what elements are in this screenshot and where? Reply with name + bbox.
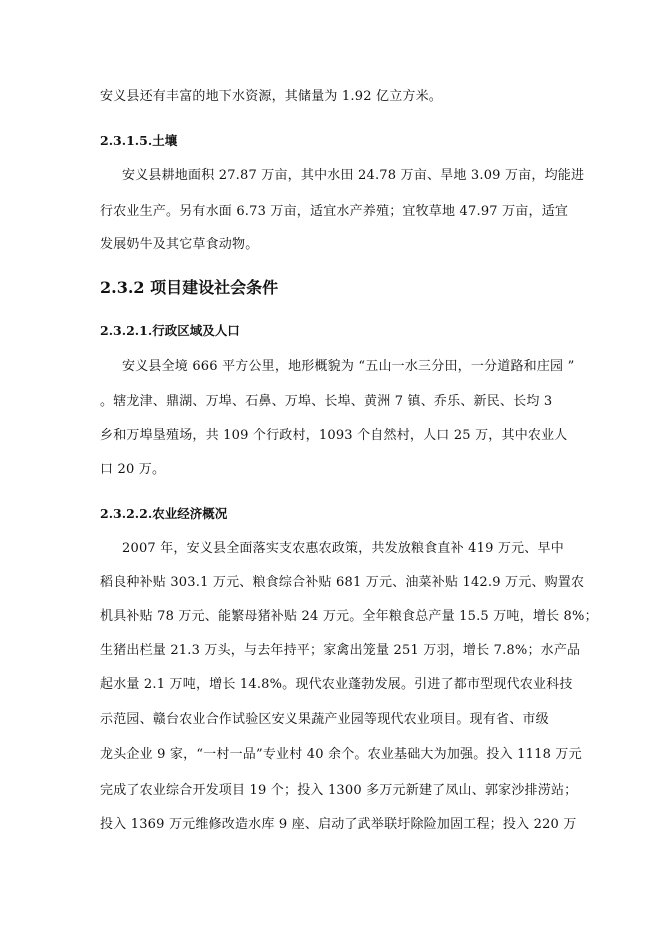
paragraph-soil-line-2: 行农业生产。另有水面 6.73 万亩，适宜水产养殖；宜牧草地 47.97 万亩，适宜 (100, 204, 569, 219)
paragraph-econ-line-2: 稻良种补贴 303.1 万元、粮食综合补贴 681 万元、油菜补贴 142.9 万元、购置农 (100, 575, 585, 590)
paragraph-econ-line-9: 投入 1369 万元维修改造水库 9 座、启动了武举联圩除险加固工程；投入 220 万 (100, 817, 577, 832)
paragraph-econ-line-6: 示范园、赣台农业合作试验区安义果蔬产业园等现代农业项目。现有省、市级 (100, 712, 549, 727)
paragraph-econ-line-7: 龙头企业 9 家，“一村一品”专业村 40 余个。农业基础大为加强。投入 1118 万元 (100, 747, 582, 762)
paragraph-soil-line-1: 安义县耕地面积 27.87 万亩，其中水田 24.78 万亩、旱地 3.09 万亩，均能进 (122, 168, 585, 183)
paragraph-econ-line-3: 机具补贴 78 万元、能繁母猪补贴 24 万元。全年粮食总产量 15.5 万吨，增长 8%； (100, 609, 598, 624)
paragraph-econ-line-1: 2007 年，安义县全面落实支农惠农政策，共发放粮食直补 419 万元、早中 (122, 541, 564, 556)
paragraph-econ-line-4: 生猪出栏量 21.3 万头，与去年持平；家禽出笼量 251 万羽，增长 7.8%；水产品 (100, 643, 581, 658)
heading-agri-economy: 2.3.2.2.农业经济概况 (100, 506, 228, 521)
paragraph-admin-line-2: 。辖龙津、鼎湖、万埠、石鼻、万埠、长埠、黄洲 7 镇、乔乐、新民、长均 3 (100, 394, 553, 409)
paragraph-econ-line-5: 起水量 2.1 万吨，增长 14.8%。现代农业蓬勃发展。引进了都市型现代农业科技 (100, 677, 573, 692)
paragraph-econ-line-8: 完成了农业综合开发项目 19 个；投入 1300 多万元新建了凤山、郭家沙排涝站； (100, 783, 578, 798)
paragraph-groundwater: 安义县还有丰富的地下水资源，其储量为 1.92 亿立方米。 (100, 89, 443, 104)
paragraph-admin-line-4: 口 20 万。 (100, 462, 166, 477)
heading-soil: 2.3.1.5.土壤 (100, 133, 178, 148)
heading-social-conditions: 2.3.2 项目建设社会条件 (100, 278, 279, 297)
heading-admin-population: 2.3.2.1.行政区域及人口 (100, 323, 240, 338)
paragraph-admin-line-1: 安义县全境 666 平方公里，地形概貌为 “五山一水三分田，一分道路和庄园 ” (122, 359, 575, 374)
paragraph-soil-line-3: 发展奶牛及其它草食动物。 (100, 237, 259, 252)
paragraph-admin-line-3: 乡和万埠垦殖场，共 109 个行政村，1093 个自然村，人口 25 万，其中农业人 (100, 428, 568, 443)
